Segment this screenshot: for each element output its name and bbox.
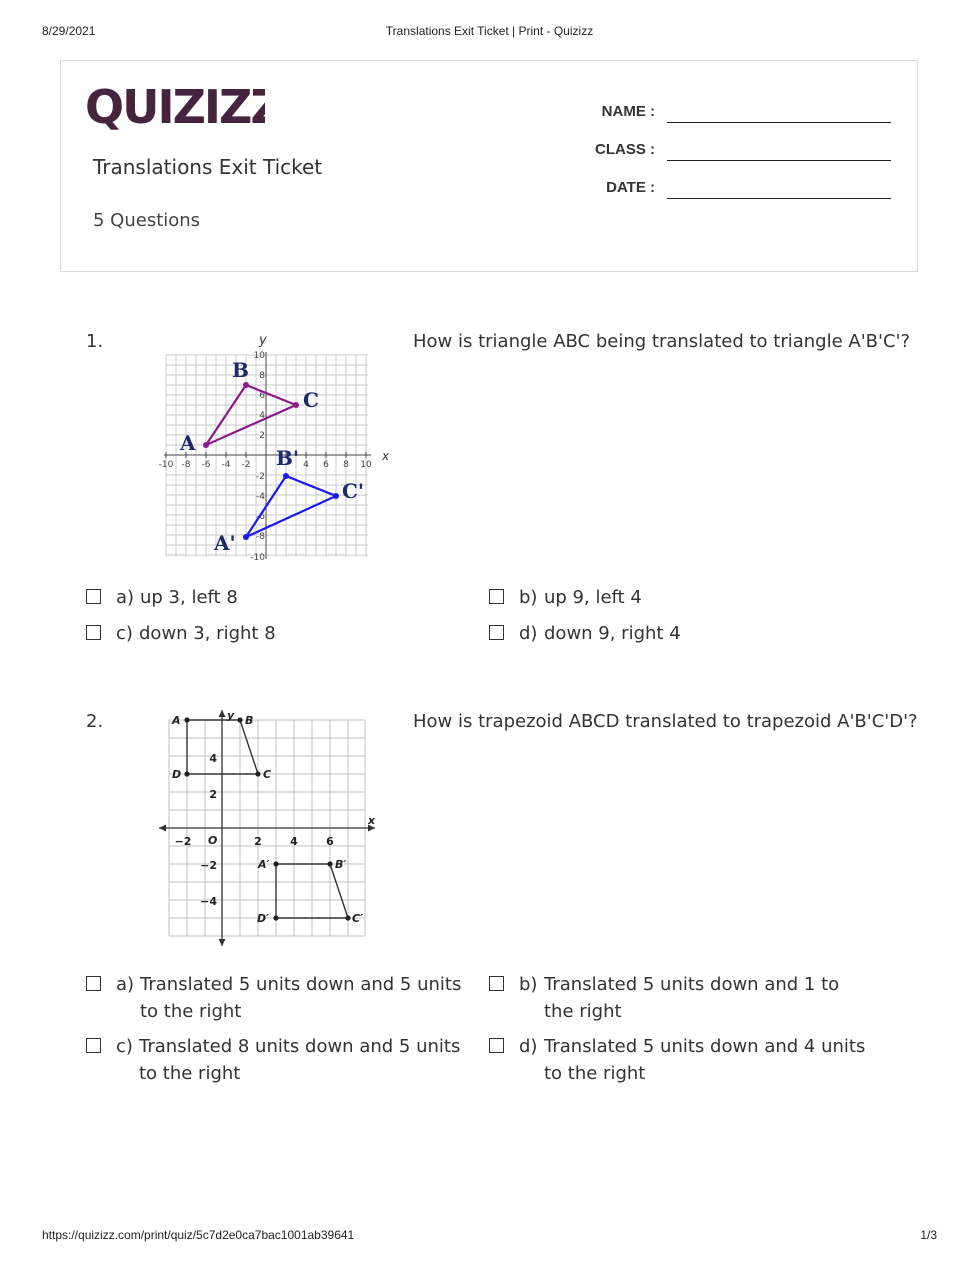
class-field[interactable] xyxy=(61,139,919,167)
label-trap-a-prime: A′ xyxy=(258,858,270,871)
label-trap-a: A xyxy=(172,714,181,727)
option-text: up 3, left 8 xyxy=(140,587,238,608)
question-1-number: 1. xyxy=(86,331,104,352)
name-field[interactable] xyxy=(61,101,919,129)
q1-y-tick: 8 xyxy=(259,371,265,381)
q2-x-axis-label: x xyxy=(368,814,376,827)
print-date: 8/29/2021 xyxy=(42,24,96,38)
date-label: DATE : xyxy=(606,179,655,196)
label-a-prime: A' xyxy=(214,531,236,555)
question-2-text: How is trapezoid ABCD translated to trapezoid A'B'C'D'? xyxy=(413,711,918,732)
label-trap-b-prime: B′ xyxy=(335,858,347,871)
q2-option-c-checkbox[interactable] xyxy=(86,1038,101,1053)
label-trap-d-prime: D′ xyxy=(257,912,270,925)
label-trap-b: B xyxy=(245,714,254,727)
q1-y-tick: 10 xyxy=(253,351,265,361)
q2-option-d[interactable] xyxy=(489,1033,879,1087)
question-count: 5 Questions xyxy=(93,210,201,231)
q2-x-tick: −2 xyxy=(174,835,192,848)
q1-y-tick: 4 xyxy=(259,411,265,421)
q2-option-a[interactable] xyxy=(86,971,466,1025)
label-b: B xyxy=(232,358,249,382)
option-letter: a) xyxy=(116,974,135,995)
option-letter: d) xyxy=(519,623,538,644)
q2-x-tick: 2 xyxy=(254,835,262,848)
q2-y-tick: 4 xyxy=(209,752,217,765)
option-text: Translated 5 units down and 4 units to the right xyxy=(544,1036,866,1084)
q2-option-c[interactable] xyxy=(86,1033,466,1087)
option-text: down 3, right 8 xyxy=(139,623,276,644)
question-2-number: 2. xyxy=(86,711,104,732)
logo-wordmark: QUIZIZZ xyxy=(85,83,265,134)
label-b-prime: B' xyxy=(276,446,300,470)
q1-y-tick: -8 xyxy=(256,532,265,542)
option-letter: b) xyxy=(519,587,538,608)
print-url: https://quizizz.com/print/quiz/5c7d2e0ca7bac1001ab39641 xyxy=(42,1228,355,1242)
quiz-header-card xyxy=(60,60,918,272)
q1-x-tick: -4 xyxy=(221,460,231,470)
label-c: C xyxy=(303,388,319,412)
name-line[interactable] xyxy=(667,122,891,123)
option-text: Translated 5 units down and 1 to the right xyxy=(544,974,840,1022)
q2-axes xyxy=(159,710,375,946)
date-field[interactable] xyxy=(61,177,919,205)
question-2-graph xyxy=(155,706,385,951)
q1-x-tick: -10 xyxy=(158,460,174,470)
triangle-a1b1c1-vertices xyxy=(243,473,339,540)
q1-option-a-checkbox[interactable] xyxy=(86,589,101,604)
q1-option-b-checkbox[interactable] xyxy=(489,589,504,604)
option-letter: c) xyxy=(116,623,133,644)
class-line[interactable] xyxy=(667,160,891,161)
q2-x-tick: 4 xyxy=(290,835,298,848)
q2-option-b[interactable] xyxy=(489,971,879,1025)
q1-x-tick: -6 xyxy=(201,460,211,470)
label-c-prime: C' xyxy=(342,479,365,503)
option-text: Translated 5 units down and 5 units to the right xyxy=(140,974,462,1022)
q2-y-axis-label: y xyxy=(227,709,235,722)
class-label: CLASS : xyxy=(595,141,655,158)
q1-y-tick: -2 xyxy=(256,472,265,482)
option-text: Translated 8 units down and 5 units to the right xyxy=(139,1036,461,1084)
q1-y-axis-label: y xyxy=(259,333,267,348)
q1-y-tick: 6 xyxy=(259,391,265,401)
q1-x-tick: -2 xyxy=(241,460,251,470)
option-letter: a) xyxy=(116,587,135,608)
name-label: NAME : xyxy=(601,103,655,120)
option-letter: c) xyxy=(116,1036,133,1057)
date-line[interactable] xyxy=(667,198,891,199)
print-page-number: 1/3 xyxy=(920,1228,937,1242)
label-trap-c-prime: C′ xyxy=(352,912,363,925)
q1-x-tick: 10 xyxy=(360,460,372,470)
q2-y-tick: 2 xyxy=(209,788,217,801)
q2-option-d-checkbox[interactable] xyxy=(489,1038,504,1053)
q2-x-tick: 6 xyxy=(326,835,334,848)
q1-x-tick: 4 xyxy=(303,460,309,470)
q2-y-tick: −4 xyxy=(200,895,217,908)
q1-y-tick: 2 xyxy=(259,431,265,441)
option-text: up 9, left 4 xyxy=(544,587,642,608)
q1-x-tick: -8 xyxy=(181,460,191,470)
option-letter: d) xyxy=(519,1036,538,1057)
q1-y-tick: -6 xyxy=(256,512,265,522)
q1-option-d-checkbox[interactable] xyxy=(489,625,504,640)
label-trap-d: D xyxy=(172,768,182,781)
q1-x-axis-label: x xyxy=(382,449,390,463)
label-trap-c: C xyxy=(263,768,272,781)
q1-x-tick: 8 xyxy=(343,460,349,470)
q1-x-tick: 6 xyxy=(323,460,329,470)
option-text: down 9, right 4 xyxy=(544,623,681,644)
question-1-graph xyxy=(155,330,395,565)
print-page-title: Translations Exit Ticket | Print - Quizizz xyxy=(385,24,594,38)
q2-origin-label: O xyxy=(208,834,218,847)
question-1-text: How is triangle ABC being translated to triangle A'B'C'? xyxy=(413,331,911,352)
q2-option-b-checkbox[interactable] xyxy=(489,976,504,991)
q1-option-c-checkbox[interactable] xyxy=(86,625,101,640)
quiz-title: Translations Exit Ticket xyxy=(93,155,323,179)
q2-y-tick: −2 xyxy=(200,859,217,872)
q1-y-tick: -10 xyxy=(250,553,265,563)
q2-option-a-checkbox[interactable] xyxy=(86,976,101,991)
option-letter: b) xyxy=(519,974,538,995)
label-a: A xyxy=(180,431,196,455)
q1-y-tick: -4 xyxy=(256,492,265,502)
